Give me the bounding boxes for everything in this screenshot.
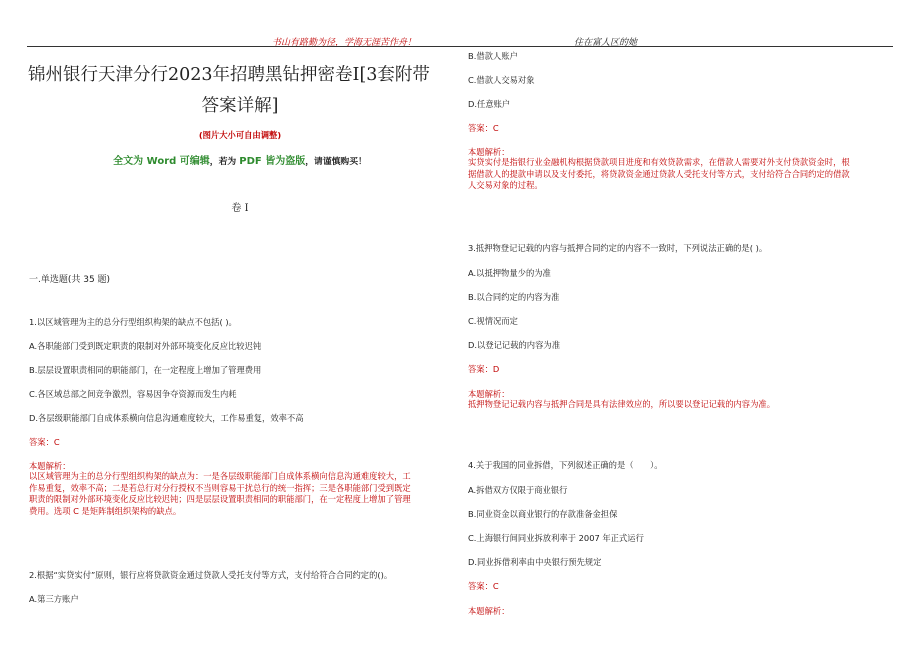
q4-option-a: A.拆借双方仅限于商业银行: [468, 485, 568, 495]
q2-explanation-line: 实贷实付是指银行业金融机构根据贷款项目进度和有效贷款需求，在借款人需要对外支付贷款资金时，根: [468, 157, 850, 167]
q1-answer: 答案：C: [29, 437, 60, 447]
q3-explanation-line: 抵押物登记记载内容与抵押合同是具有法律效应的，所以要以登记记载的内容为准。: [468, 399, 775, 409]
notice-pdf: PDF 皆为盗版: [239, 156, 306, 167]
title-line-1: 锦州银行天津分行2023年招聘黑钻押密卷I[3套附带: [28, 65, 430, 85]
q3-explain-label: 本题解析：: [468, 389, 510, 399]
q2-explanation: [468, 157, 898, 192]
notice-sep: ，若为: [209, 157, 237, 167]
q2-explain-label: 本题解析：: [468, 147, 510, 157]
notice-warning: ，请谨慎购买！: [305, 157, 367, 167]
q4-answer: 答案：C: [468, 581, 499, 591]
q1-option-c: C.各区域总部之间竞争激烈，容易因争夺资源而发生内耗: [29, 389, 237, 399]
q3-option-b: B.以合同约定的内容为准: [468, 292, 560, 302]
q2-option-a: A.第三方账户: [29, 594, 79, 604]
header-motto-left: 书山有路勤为径，学海无涯苦作舟！: [272, 38, 417, 48]
q2-option-c: C.借款人交易对象: [468, 75, 535, 85]
q4-option-d: D.同业拆借利率由中央银行预先规定: [468, 557, 602, 567]
notice: [28, 152, 452, 167]
subtitle: (图片大小可自由调整): [198, 130, 282, 140]
q2-option-b: B.借款人账户: [468, 51, 518, 61]
q1-option-b: B.层层设置职责相同的职能部门，在一定程度上增加了管理费用: [29, 365, 262, 375]
title-line-2: 答案详解]: [201, 96, 279, 116]
volume-label: 卷 I: [231, 203, 249, 214]
q2-answer: 答案：C: [468, 123, 499, 133]
q1-explain-label: 本题解析：: [29, 461, 71, 471]
q3-option-c: C.视情况而定: [468, 316, 518, 326]
q1-explanation-line: 作易重复，效率不高；二是若总行对分行授权不当则容易干扰总行的统一指挥；三是各职能部门受到既定: [29, 482, 411, 493]
q4-stem: 4.关于我国的同业拆借，下列叙述正确的是（ ）。: [468, 460, 663, 470]
q3-option-d: D.以登记记载的内容为准: [468, 340, 560, 350]
q3-answer: 答案：D: [468, 364, 500, 374]
q2-option-d: D.任意账户: [468, 99, 511, 109]
document-title: [28, 60, 452, 122]
q2-explanation-line: 据借款人的提款申请以及支付委托，将贷款资金通过贷款人受托支付等方式，支付给符合合同约定的借款: [468, 168, 850, 179]
q1-explanation-line: 职责的限制对外部环境变化反应比较迟钝；四是层层设置职责相同的职能部门，在一定程度上增加了管理: [29, 494, 411, 504]
q1-option-a: A.各职能部门受到既定职责的限制对外部环境变化反应比较迟钝: [29, 341, 262, 351]
q1-explanation-line: 费用。选项 C 是矩阵制组织架构的缺点。: [29, 505, 182, 516]
q2-stem: 2.根据“实贷实付”原则，银行应将贷款资金通过贷款人受托支付等方式，支付给符合合同约定的()。: [29, 570, 393, 580]
q4-option-b: B.同业资金以商业银行的存款准备金担保: [468, 509, 618, 519]
section-heading: 一.单选题(共 35 题): [29, 275, 111, 285]
q3-explanation: [468, 399, 898, 411]
q1-option-d: D.各层级职能部门自成体系横向信息沟通难度较大，工作易重复，效率不高: [29, 413, 304, 423]
q3-stem: 3.抵押物登记记载的内容与抵押合同约定的内容不一致时，下列说法正确的是( )。: [468, 243, 768, 253]
header-motto-right: 住在富人区的她: [574, 38, 638, 48]
q4-explain-label: 本题解析：: [468, 606, 510, 616]
notice-editable: 全文为 Word 可编辑: [113, 156, 210, 167]
header-divider: [27, 46, 893, 47]
q1-explanation-line: 以区域管理为主的总分行型组织构架的缺点为：一是各层级职能部门自成体系横向信息沟通难度较大，工: [29, 471, 411, 481]
q3-option-a: A.以抵押物量少的为准: [468, 268, 551, 278]
q4-option-c: C.上海银行间同业拆放利率于 2007 年正式运行: [468, 533, 644, 543]
q1-stem: 1.以区域管理为主的总分行型组织构架的缺点不包括( )。: [29, 317, 237, 327]
q2-explanation-line: 人交易对象的过程。: [468, 180, 543, 190]
q1-explanation: [29, 471, 449, 517]
